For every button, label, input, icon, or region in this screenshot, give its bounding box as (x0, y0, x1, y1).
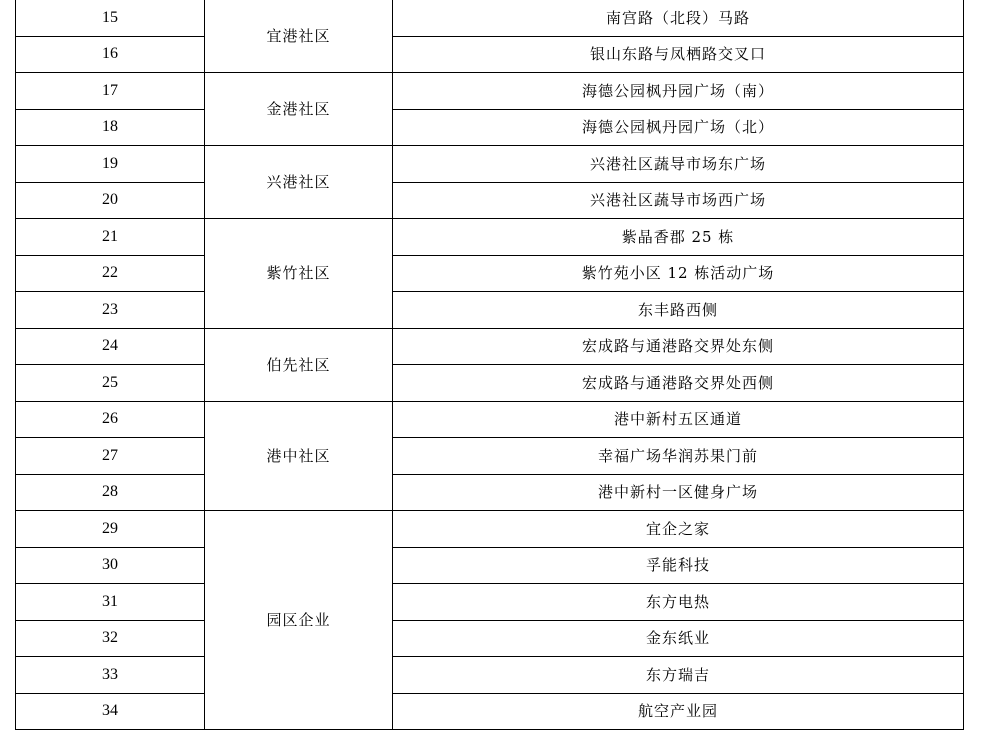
table-row (16, 109, 964, 146)
table-row (16, 182, 964, 219)
location-name: 南宫路（北段）马路 (393, 0, 964, 36)
row-number: 33 (16, 657, 205, 694)
row-number: 19 (16, 146, 205, 183)
community-name: 兴港社区 (205, 146, 393, 219)
row-number: 25 (16, 365, 205, 402)
community-name: 宜港社区 (205, 0, 393, 73)
table-row (16, 584, 964, 621)
row-number: 31 (16, 584, 205, 621)
row-number: 34 (16, 693, 205, 730)
location-name: 兴港社区蔬导市场东广场 (393, 146, 964, 183)
location-name: 金东纸业 (393, 620, 964, 657)
table-row (16, 693, 964, 730)
row-number: 15 (16, 0, 205, 36)
table-row (16, 0, 964, 36)
table-row (16, 511, 964, 548)
row-number: 21 (16, 219, 205, 256)
location-name: 东方电热 (393, 584, 964, 621)
location-name: 航空产业园 (393, 693, 964, 730)
table-row (16, 328, 964, 365)
table-row (16, 219, 964, 256)
location-name: 兴港社区蔬导市场西广场 (393, 182, 964, 219)
location-name: 宏成路与通港路交界处西侧 (393, 365, 964, 402)
location-name: 宏成路与通港路交界处东侧 (393, 328, 964, 365)
table-row (16, 620, 964, 657)
community-name: 金港社区 (205, 73, 393, 146)
table-body (16, 0, 964, 730)
location-name: 港中新村一区健身广场 (393, 474, 964, 511)
location-name: 海德公园枫丹园广场（南） (393, 73, 964, 110)
table-row (16, 255, 964, 292)
community-name: 紫竹社区 (205, 219, 393, 329)
location-name: 紫晶香郡 25 栋 (393, 219, 964, 256)
table-row (16, 438, 964, 475)
table-row (16, 365, 964, 402)
table-row (16, 547, 964, 584)
row-number: 32 (16, 620, 205, 657)
location-name: 幸福广场华润苏果门前 (393, 438, 964, 475)
row-number: 20 (16, 182, 205, 219)
location-name: 孚能科技 (393, 547, 964, 584)
location-name: 东丰路西侧 (393, 292, 964, 329)
table-row (16, 401, 964, 438)
location-name: 紫竹苑小区 12 栋活动广场 (393, 255, 964, 292)
row-number: 22 (16, 255, 205, 292)
table-row (16, 292, 964, 329)
row-number: 18 (16, 109, 205, 146)
table-row (16, 474, 964, 511)
table-row (16, 36, 964, 73)
community-name: 园区企业 (205, 511, 393, 730)
row-number: 29 (16, 511, 205, 548)
table-row (16, 146, 964, 183)
row-number: 28 (16, 474, 205, 511)
row-number: 26 (16, 401, 205, 438)
row-number: 27 (16, 438, 205, 475)
location-name: 银山东路与凤栖路交叉口 (393, 36, 964, 73)
community-name: 港中社区 (205, 401, 393, 511)
row-number: 24 (16, 328, 205, 365)
location-name: 宜企之家 (393, 511, 964, 548)
location-name: 港中新村五区通道 (393, 401, 964, 438)
location-name: 海德公园枫丹园广场（北） (393, 109, 964, 146)
row-number: 17 (16, 73, 205, 110)
row-number: 23 (16, 292, 205, 329)
table-row (16, 73, 964, 110)
location-name: 东方瑞吉 (393, 657, 964, 694)
table-row (16, 657, 964, 694)
location-table (15, 0, 964, 730)
row-number: 16 (16, 36, 205, 73)
row-number: 30 (16, 547, 205, 584)
community-name: 伯先社区 (205, 328, 393, 401)
